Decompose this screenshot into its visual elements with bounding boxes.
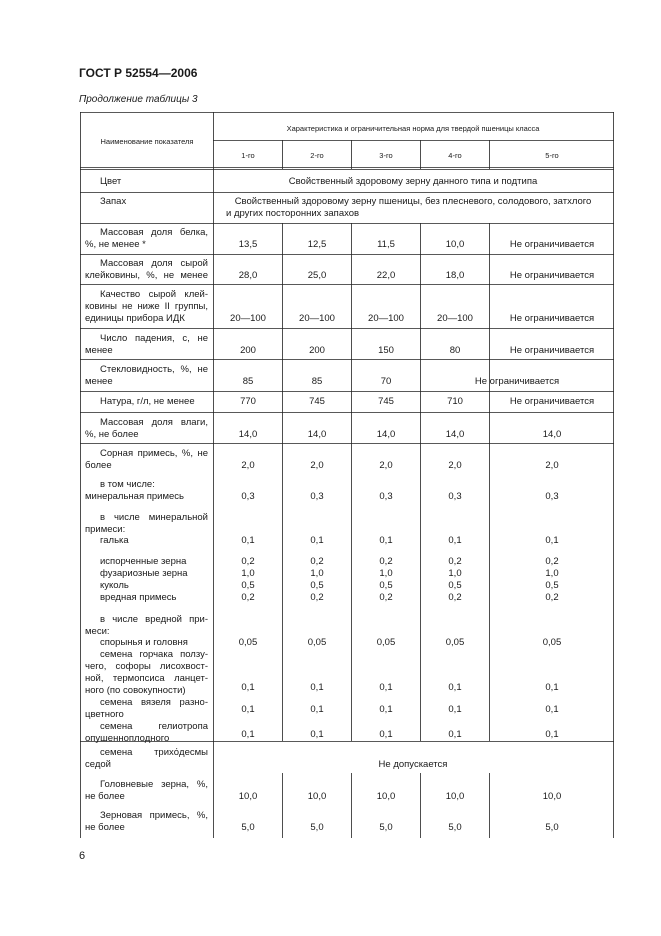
row-label-grain: не более [85,822,125,833]
cell-ergot-class-2: 0,05 [307,637,327,648]
cell-protein-class-3: 11,5 [377,239,395,250]
row-label-harmful-sub: меси: [85,626,110,637]
cell-spoiled-class-5: 0,2 [545,556,559,567]
cell-vitreous-class-1: 85 [242,376,254,387]
cell-fusarium-class-3: 1,0 [379,568,393,579]
row-label-color: Цвет [100,176,122,187]
table-caption: Продолжение таблицы 3 [79,94,198,105]
cell-natura-class-5: Не ограничивается [509,396,595,407]
cell-gluten-class-2: 25,0 [307,270,327,281]
cell-grain-class-5: 5,0 [545,822,559,833]
cell-heliotrope-class-3: 0,1 [379,729,393,740]
document-header: ГОСТ Р 52554—2006 [79,66,198,80]
cell-grain-class-2: 5,0 [310,822,324,833]
cell-gluten-quality-class-4: 20—100 [437,313,473,324]
cell-smut-class-4: 10,0 [445,791,465,802]
cell-gluten-class-3: 22,0 [376,270,396,281]
cell-elm-class-3: 0,1 [379,704,393,715]
class-header-3: 3-го [379,151,393,160]
row-label-harmful-sub: в числе вредной при- [100,614,208,625]
row-label-smut: не более [85,791,125,802]
row-value-color: Свойственный здоровому зерну данного типа и подтипа [288,176,538,187]
cell-pebble-class-5: 0,1 [545,535,559,546]
row-label-moisture: %, не более [85,429,139,440]
cell-mineral-class-4: 0,3 [448,491,462,502]
cell-weed-class-3: 2,0 [379,460,393,471]
cell-mustard-class-4: 0,1 [448,682,462,693]
cell-pebble-class-1: 0,1 [241,535,255,546]
cell-moisture-class-2: 14,0 [307,429,327,440]
cell-gluten-class-5: Не ограничивается [509,270,595,281]
cell-gluten-quality-class-1: 20—100 [230,313,266,324]
row-label-mineral-sub: в числе минеральной [100,512,208,523]
cell-cockle-class-5: 0,5 [545,580,559,591]
row-label-protein: %, не менее * [85,239,146,250]
cell-ergot-class-1: 0,05 [238,637,258,648]
cell-vitreous-class-3: 70 [380,376,392,387]
trichodesma-merged-value: Не допускается [378,759,448,770]
row-label-gluten: клейковины, %, не менее [85,270,208,281]
row-label-mustard: ной, термопсиса ланцет- [85,673,208,684]
class-header-2: 2-го [310,151,324,160]
cell-fusarium-class-5: 1,0 [545,568,559,579]
row-label-vitreous: Стекловидность, %, не [100,364,208,375]
cell-natura-class-3: 745 [378,396,394,407]
cell-grain-class-1: 5,0 [241,822,255,833]
cell-ergot-class-3: 0,05 [376,637,396,648]
row-label-ergot: спорынья и головня [100,637,188,648]
row-label-vitreous: менее [85,376,113,387]
cell-grain-class-4: 5,0 [448,822,462,833]
cell-cockle-class-4: 0,5 [448,580,462,591]
cell-harmful-class-1: 0,2 [241,592,255,603]
cell-mineral-class-1: 0,3 [241,491,255,502]
cell-gluten-quality-class-2: 20—100 [299,313,335,324]
row-label-gluten: Массовая доля сырой [100,258,208,269]
cell-falling-class-4: 80 [449,345,461,356]
row-label-cockle: куколь [100,580,129,591]
cell-mustard-class-5: 0,1 [545,682,559,693]
row-label-falling: менее [85,345,113,356]
cell-natura-class-4: 710 [447,396,463,407]
row-label-trichodesma: семена трихόдесмы [100,747,208,758]
row-label-mineral: минеральная примесь [85,491,184,502]
cell-fusarium-class-4: 1,0 [448,568,462,579]
cell-ergot-class-4: 0,05 [445,637,465,648]
cell-mustard-class-2: 0,1 [310,682,324,693]
row-label-gluten-quality: единицы прибора ИДК [85,313,185,324]
cell-pebble-class-2: 0,1 [310,535,324,546]
row-label-harmful: вредная примесь [100,592,177,603]
row-label-mustard: чего, софоры лисохвост- [85,661,208,672]
cell-vitreous-class-2: 85 [311,376,323,387]
cell-weed-class-4: 2,0 [448,460,462,471]
row-label-heliotrope: семена гелиотропа [100,721,208,732]
row-label-natura: Натура, г/л, не менее [100,396,195,407]
row-label-grain: Зерновая примесь, %, [100,810,208,821]
cell-heliotrope-class-1: 0,1 [241,729,255,740]
cell-falling-class-2: 200 [309,345,325,356]
cell-gluten-quality-class-5: Не ограничивается [509,313,595,324]
cell-cockle-class-3: 0,5 [379,580,393,591]
cell-falling-class-5: Не ограничивается [509,345,595,356]
row-label-spoiled: испорченные зерна [100,556,187,567]
row-label-heliotrope: опушенноплодного [85,733,170,744]
cell-heliotrope-class-5: 0,1 [545,729,559,740]
cell-weed-class-2: 2,0 [310,460,324,471]
row-label-mineral-sub: примеси: [85,524,126,535]
cell-spoiled-class-2: 0,2 [310,556,324,567]
cell-natura-class-2: 745 [309,396,325,407]
row-label-smell: Запах [100,196,127,207]
cell-pebble-class-4: 0,1 [448,535,462,546]
cell-harmful-class-5: 0,2 [545,592,559,603]
cell-mustard-class-3: 0,1 [379,682,393,693]
cell-elm-class-5: 0,1 [545,704,559,715]
row-label-elm: цветного [85,709,124,720]
cell-spoiled-class-1: 0,2 [241,556,255,567]
cell-elm-class-2: 0,1 [310,704,324,715]
cell-harmful-class-4: 0,2 [448,592,462,603]
cell-grain-class-3: 5,0 [379,822,393,833]
row-label-gluten-quality: ковины не ниже II группы, [85,301,208,312]
cell-cockle-class-1: 0,5 [241,580,255,591]
row-label-mustard: семена горчака ползу- [100,649,208,660]
cell-gluten-quality-class-3: 20—100 [368,313,404,324]
row-label-weed: более [85,460,112,471]
cell-protein-class-4: 10,0 [445,239,465,250]
class-header-1: 1-го [241,151,255,160]
cell-smut-class-2: 10,0 [307,791,327,802]
row-label-mustard: ного (по совокупности) [85,685,186,696]
cell-spoiled-class-3: 0,2 [379,556,393,567]
cell-elm-class-4: 0,1 [448,704,462,715]
cell-smut-class-1: 10,0 [238,791,258,802]
row-label-mineral: в том числе: [100,479,155,490]
cell-smut-class-3: 10,0 [376,791,396,802]
cell-elm-class-1: 0,1 [241,704,255,715]
cell-heliotrope-class-2: 0,1 [310,729,324,740]
vitreous-merged-value: Не ограничивается [474,376,560,387]
cell-spoiled-class-4: 0,2 [448,556,462,567]
cell-smut-class-5: 10,0 [542,791,562,802]
row-label-fusarium: фузариозные зерна [100,568,188,579]
row-label-elm: семена вязеля разно- [100,697,208,708]
cell-moisture-class-5: 14,0 [542,429,562,440]
cell-gluten-class-4: 18,0 [445,270,465,281]
cell-falling-class-3: 150 [378,345,394,356]
class-header-5: 5-го [545,151,559,160]
column-group-header: Характеристика и ограничительная норма для твердой пшеницы класса [286,124,540,133]
row-label-pebble: галька [100,535,129,546]
cell-weed-class-5: 2,0 [545,460,559,471]
cell-protein-class-5: Не ограничивается [509,239,595,250]
cell-cockle-class-2: 0,5 [310,580,324,591]
cell-protein-class-1: 13,5 [238,239,258,250]
cell-mineral-class-2: 0,3 [310,491,324,502]
cell-weed-class-1: 2,0 [241,460,255,471]
class-header-4: 4-го [448,151,462,160]
cell-fusarium-class-1: 1,0 [241,568,255,579]
cell-ergot-class-5: 0,05 [542,637,562,648]
row-label-falling: Число падения, с, не [100,333,208,344]
row-label-weed: Сорная примесь, %, не [100,448,208,459]
cell-heliotrope-class-4: 0,1 [448,729,462,740]
row-label-moisture: Массовая доля влаги, [100,417,208,428]
column-header-name: Наименование показателя [100,137,194,146]
cell-falling-class-1: 200 [240,345,256,356]
cell-harmful-class-3: 0,2 [379,592,393,603]
page-number: 6 [79,850,86,862]
cell-gluten-class-1: 28,0 [238,270,258,281]
cell-fusarium-class-2: 1,0 [310,568,324,579]
row-label-trichodesma: седой [85,759,111,770]
cell-mustard-class-1: 0,1 [241,682,255,693]
row-value-smell-1: Свойственный здоровому зерну пшеницы, без плесневого, солодового, затхлого [234,196,592,207]
cell-mineral-class-3: 0,3 [379,491,393,502]
cell-moisture-class-3: 14,0 [376,429,396,440]
row-label-smut: Головневые зерна, %, [100,779,208,790]
cell-pebble-class-3: 0,1 [379,535,393,546]
cell-natura-class-1: 770 [240,396,256,407]
cell-moisture-class-1: 14,0 [238,429,258,440]
cell-harmful-class-2: 0,2 [310,592,324,603]
requirements-table [80,112,614,838]
row-value-smell-2: и других посторонних запахов [226,208,360,219]
cell-moisture-class-4: 14,0 [445,429,465,440]
cell-mineral-class-5: 0,3 [545,491,559,502]
row-label-gluten-quality: Качество сырой клей- [100,289,208,300]
row-label-protein: Массовая доля белка, [100,227,208,238]
cell-protein-class-2: 12,5 [307,239,327,250]
